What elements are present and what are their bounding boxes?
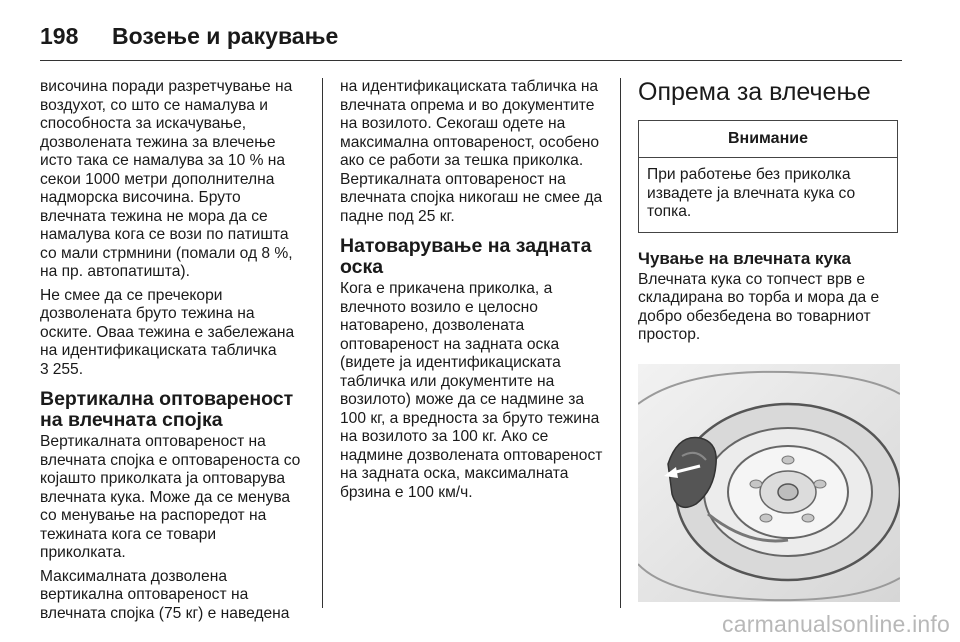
page-number: 198 bbox=[40, 22, 79, 49]
paragraph: Максималната дозволена вертикална оптовареност на влечната спојка (75 кг) е наведена bbox=[40, 567, 290, 622]
header-rule bbox=[40, 60, 902, 61]
column-2 bbox=[340, 78, 606, 507]
warning-heading: Внимание bbox=[639, 121, 897, 158]
paragraph: Влечната кука со топчест врв е складирана во торба и мора да е добро обезбедена во товарниот простор. bbox=[638, 270, 880, 343]
column-divider-2 bbox=[620, 78, 621, 608]
section-heading-vertical-load: Вертикална оптовареност на влечната спојка bbox=[40, 388, 294, 431]
paragraph: на идентификациската табличка на влечната опрема и во документите на возилото. Секогаш одете на максимална оптовареност, особено ако се работи за тешка приколка. Вертикалната оптовареност на влечната спојка никогаш не смее да падне под 25 кг. bbox=[340, 78, 603, 225]
warning-body: При работење без приколка извадете ја влечната кука со топка. bbox=[647, 166, 856, 220]
section-heading-rear-axle: Натоварување на задната оска bbox=[340, 235, 592, 278]
warning-box bbox=[638, 120, 898, 233]
page-ref-arrow-icon: 3 bbox=[40, 360, 49, 378]
section-heading-storage: Чување на влечната кука bbox=[638, 248, 851, 268]
page-ref-link[interactable]: 255. bbox=[52, 360, 84, 378]
paragraph: Кога е прикачена приколка, а влечното возило е целосно натоварено, дозволената оптовареност на задната оска (видете ја идентификациската табличка или документите на возилото) може да се надмине за 100 кг, а вредноста за бруто тежина на возилото за 100 кг. Ако се надмине дозволената оптовареност на задната оска, максималната брзина е 100 км/ч. bbox=[340, 280, 603, 501]
column-3 bbox=[638, 78, 900, 389]
column-divider-1 bbox=[322, 78, 323, 608]
paragraph: височина поради разретчување на воздухот, со што се намалува и способноста за искачување, дозволената тежина за влечење исто така се намалува за 10 % на секои 1000 метри дополнителна надморска височина. Бруто влечната тежина не мора да се намалува кога се вози по патишта со мали стрмнини (помали од 8 %, на пр. автопатишта). bbox=[40, 78, 293, 280]
paragraph bbox=[40, 287, 306, 380]
spare-wheel-drawing bbox=[638, 364, 900, 602]
footer-brand: carmanualsonline.info bbox=[722, 611, 950, 637]
running-title: Возење и ракување bbox=[112, 22, 339, 49]
column-1 bbox=[40, 78, 306, 628]
paragraph-text: Не смее да се пречекори дозволената бруто тежина на оските. Оваа тежина е забележана на идентификациската табличка bbox=[40, 286, 295, 359]
spare-wheel-illustration bbox=[638, 364, 900, 602]
page-header bbox=[40, 14, 902, 58]
paragraph: Вертикалната оптовареност на влечната спојка е оптовареноста со којашто приколката ја оптоварува влечната кука. Може да се менува со менување на распоредот на тежината кога се товари приколката. bbox=[40, 433, 301, 561]
chapter-title: Опрема за влечење bbox=[638, 78, 871, 106]
